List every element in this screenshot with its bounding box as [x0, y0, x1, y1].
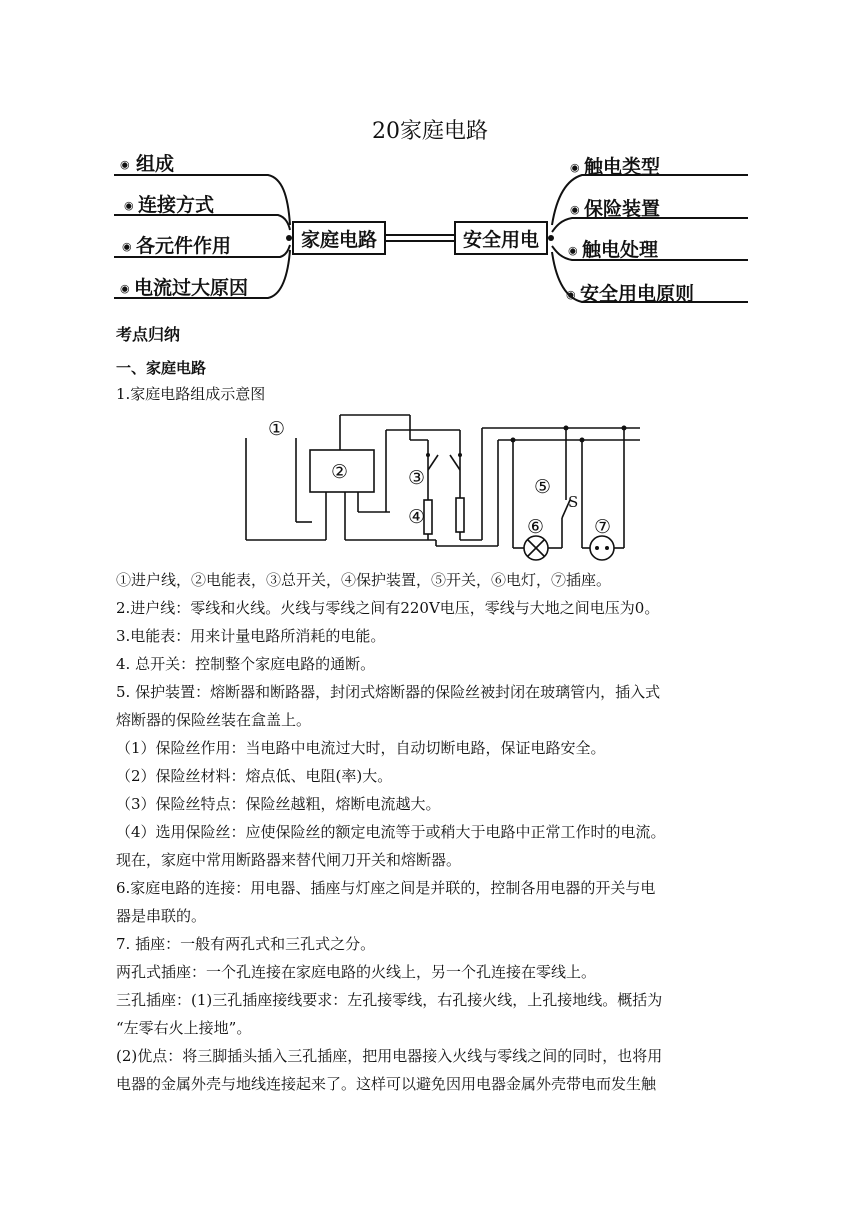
left-branch-label: 组成	[136, 153, 175, 175]
body-line: 器是串联的。	[116, 907, 207, 925]
svg-text:◉: ◉	[566, 288, 576, 301]
body-line: （2）保险丝材料：熔点低、电阻(率)大。	[116, 767, 393, 785]
svg-text:◉: ◉	[124, 199, 134, 212]
svg-text:◉: ◉	[122, 240, 132, 253]
left-branch-label: 电流过大原因	[134, 277, 249, 299]
body-line: 5. 保护装置：熔断器和断路器，封闭式熔断器的保险丝被封闭在玻璃管内，插入式	[116, 683, 661, 701]
body-line: 2.进户线：零线和火线。火线与零线之间有220V电压，零线与大地之间电压为0。	[116, 599, 660, 617]
right-branch-label: 触电处理	[582, 239, 659, 261]
diagram-label: ⑤	[534, 476, 552, 498]
body-line: 三孔插座：(1)三孔插座接线要求：左孔接零线，右孔接火线，上孔接地线。概括为	[116, 991, 663, 1009]
page-title: 20家庭电路	[372, 119, 488, 144]
body-line: 两孔式插座：一个孔连接在家庭电路的火线上，另一个孔连接在零线上。	[116, 963, 597, 981]
body-line: 4. 总开关：控制整个家庭电路的通断。	[116, 655, 376, 673]
circuit-diagram	[0, 410, 860, 570]
svg-text:◉: ◉	[568, 244, 578, 257]
right-branch-label: 安全用电原则	[580, 283, 695, 305]
section-heading: 考点归纳	[116, 325, 181, 344]
svg-text:◉: ◉	[570, 161, 580, 174]
diagram-label: ①	[268, 418, 286, 440]
right-branch-label: 触电类型	[584, 156, 661, 178]
diagram-label: ②	[331, 461, 349, 483]
diagram-label: ③	[408, 467, 426, 489]
right-branch-label: 保险装置	[584, 198, 661, 220]
left-branch-label: 各元件作用	[136, 235, 232, 257]
figure-caption: 1.家庭电路组成示意图	[116, 385, 266, 403]
mind-map	[0, 0, 860, 320]
diagram-label: ⑥	[527, 516, 545, 538]
body-line: 熔断器的保险丝装在盒盖上。	[116, 711, 312, 729]
body-line: 7. 插座：一般有两孔式和三孔式之分。	[116, 935, 376, 953]
body-line: （4）选用保险丝：应使保险丝的额定电流等于或稍大于电路中正常工作时的电流。	[116, 823, 666, 841]
body-line: （3）保险丝特点：保险丝越粗，熔断电流越大。	[116, 795, 441, 813]
body-line: “左零右火上接地”。	[116, 1019, 252, 1037]
svg-text:◉: ◉	[120, 282, 130, 295]
body-line: (2)优点：将三脚插头插入三孔插座，把用电器接入火线与零线之间的同时，也将用	[116, 1047, 663, 1065]
diagram-label: S	[568, 493, 579, 511]
body-line: 电器的金属外壳与地线连接起来了。这样可以避免因用电器金属外壳带电而发生触	[116, 1075, 657, 1093]
right-center-node-label: 安全用电	[462, 229, 540, 251]
body-line: ①进户线，②电能表，③总开关，④保护装置，⑤开关，⑥电灯，⑦插座。	[116, 571, 612, 589]
body-line: 6.家庭电路的连接：用电器、插座与灯座之间是并联的，控制各用电器的开关与电	[116, 879, 656, 897]
body-line: （1）保险丝作用：当电路中电流过大时，自动切断电路，保证电路安全。	[116, 739, 606, 757]
body-line: 3.电能表：用来计量电路所消耗的电能。	[116, 627, 386, 645]
left-branch-label: 连接方式	[138, 194, 215, 216]
svg-text:◉: ◉	[570, 203, 580, 216]
subsection-heading: 一、家庭电路	[116, 359, 207, 377]
diagram-label: ⑦	[594, 516, 612, 538]
svg-text:◉: ◉	[120, 158, 130, 171]
body-line: 现在，家庭中常用断路器来替代闸刀开关和熔断器。	[116, 851, 462, 869]
diagram-label: ④	[408, 506, 426, 528]
center-node-label: 家庭电路	[300, 229, 378, 251]
